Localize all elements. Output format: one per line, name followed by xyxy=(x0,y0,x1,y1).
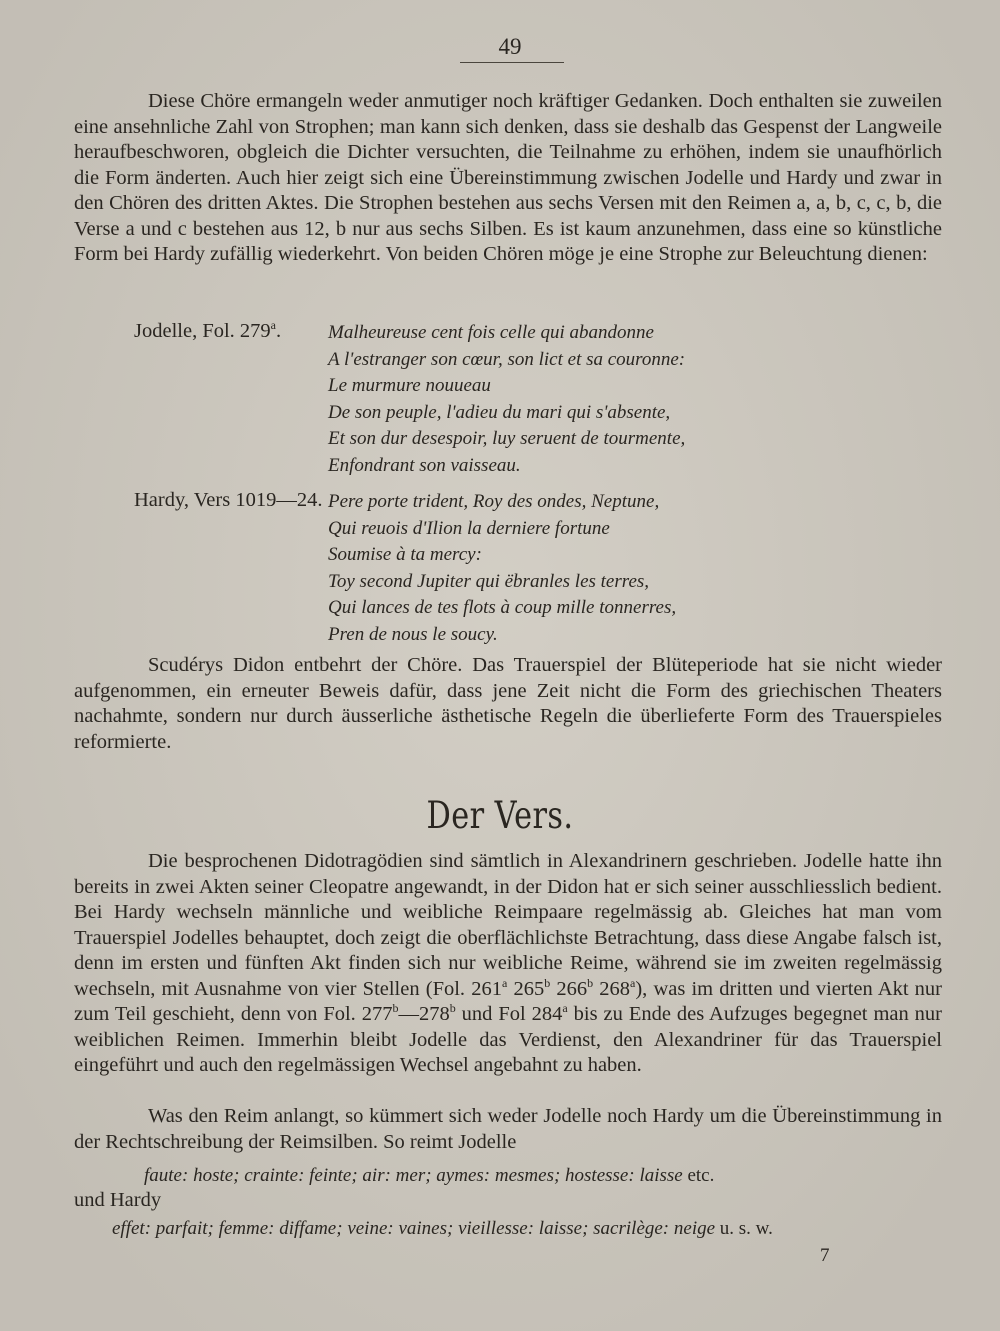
rhyme-list-jodelle xyxy=(144,1165,714,1187)
text-run: bis zu Ende des Aufzuges begegnet man nur weiblichen Reimen. Immerhin bleibt Jodelle das Verdienst, den Alexandriner für das Trauerspiel eingeführt und auch den regelmässigen Wechsel angebahnt zu haben. xyxy=(74,1003,943,1076)
verse-line: Pere porte trident, Roy des ondes, Neptune, xyxy=(328,491,660,512)
verse-lines-hardy xyxy=(328,489,928,648)
section-heading: Der Vers. xyxy=(426,794,574,837)
paragraph-choruses: Diese Chöre ermangeln weder anmutiger noch kräftiger Gedanken. Doch enthalten sie zuweilen eine ansehnliche Zahl von Strophen; man kann sich denken, dass sie deshalb das Gespenst der Langweile heraufbeschworen, obgleich die Dichter versuchten, die Teilnahme zu erhöhen, indem sie unaufhörlich die Form änderten. Auch hier zeigt sich eine Übereinstimmung zwischen Jodelle und Hardy und zwar in den Chören des dritten Aktes. Die Strophen bestehen aus sechs Versen mit den Reimen a, a, b, c, c, b, die Verse a und c bestehen aus 12, b nur aus sechs Silben. Es ist kaum anzunehmen, dass eine so künstliche Form bei Hardy zufällig wiederkehrt. Von beiden Chören möge je eine Strophe zur Beleuchtung dienen: xyxy=(74,90,942,265)
rhyme-list-hardy-tail: u. s. w. xyxy=(715,1218,773,1239)
verse-source-jodelle xyxy=(134,320,281,343)
page-number-rule xyxy=(460,62,564,63)
verse-lines-jodelle xyxy=(328,320,928,479)
verse-line: Le murmure nouueau xyxy=(328,375,491,396)
text-run: Die besprochenen Didotragödien sind sämtlich in Alexandrinern geschrieben. Jodelle hatte ihn bereits in zwei Akten seiner Cleopatre angewandt, in der Didon hat er sich seiner ausschliesslich bedient. Bei Hardy wechseln männliche und weibliche Reimpaare regelmässig ab. Gleiches hat man vom Trauerspiel Jodelles behauptet, doch zeigt die oberflächlichste Betrachtung, dass diese Angabe falsch ist, denn im ersten und fünften Akt finden sich nur weibliche Reime, während sie im zweiten regelmässig wechseln, mit Ausnahme von vier Stellen (Fol. 261 xyxy=(74,850,942,1000)
verse-line: Qui reuois d'Ilion la derniere fortune xyxy=(328,517,610,539)
verse-line: Pren de nous le soucy. xyxy=(328,623,498,645)
text-run: —278 xyxy=(398,1003,450,1025)
page-number: 49 xyxy=(498,34,522,59)
text-run: 265 xyxy=(507,977,545,1000)
verse-source-hardy: Hardy, Vers 1019—24. xyxy=(134,489,323,511)
superscript: b xyxy=(587,975,594,990)
paragraph-rhyme: Was den Reim anlangt, so kümmert sich weder Jodelle noch Hardy um die Übereinstimmung in der Rechtschreibung der Reimsilben. So reimt Jodelle xyxy=(74,1105,942,1153)
superscript: a xyxy=(562,1001,568,1016)
verse-line: Soumise à ta mercy: xyxy=(328,544,482,565)
text-run: ), was im dritten und vierten Akt nur zum Teil geschieht, denn von Fol. 277 xyxy=(74,977,943,1025)
verse-line: A l'estranger son cœur, son lict et sa couronne: xyxy=(328,348,686,370)
rhyme-list-jodelle-tail: etc. xyxy=(682,1165,715,1186)
verse-line: De son peuple, l'adieu du mari qui s'absente, xyxy=(328,401,671,423)
verse-line: Toy second Jupiter qui ëbranles les terres, xyxy=(328,570,650,592)
text-run: 266 xyxy=(550,977,588,1000)
und-hardy-label: und Hardy xyxy=(74,1189,162,1211)
verse-line: Malheureuse cent fois celle qui abandonne xyxy=(328,322,654,343)
text-run: 268 xyxy=(593,977,631,1000)
paragraph-scudery: Scudérys Didon entbehrt der Chöre. Das Trauerspiel der Blüteperiode hat sie nicht wieder aufgenommen, ein erneuter Beweis dafür, dass jene Zeit nicht die Form des griechischen Theaters nachahmte, sondern nur durch äusserliche ästhetische Regeln die überlieferte Form des Trauerspieles reformierte. xyxy=(74,654,942,753)
superscript: b xyxy=(544,975,551,990)
signature-mark: 7 xyxy=(820,1245,830,1266)
verse-line: Et son dur desespoir, luy seruent de tourmente, xyxy=(328,428,686,449)
rhyme-list-hardy xyxy=(112,1218,773,1240)
superscript: b xyxy=(392,1001,399,1016)
verse-source-jodelle-end: . xyxy=(276,320,282,342)
rhyme-list-hardy-italic: effet: parfait; femme: diffame; veine: vaines; vieillesse: laisse; sacrilège: neige xyxy=(112,1218,716,1239)
verse-source-jodelle-main: Jodelle, Fol. 279 xyxy=(134,320,271,342)
verse-line: Enfondrant son vaisseau. xyxy=(328,454,521,476)
text-run: und Fol 284 xyxy=(455,1003,563,1025)
superscript: a xyxy=(630,975,636,990)
paragraph-alexandrine xyxy=(74,849,942,1079)
superscript: a xyxy=(501,975,508,990)
rhyme-list-jodelle-italic: faute: hoste; crainte: feinte; air: mer; aymes: mesmes; hostesse: laisse xyxy=(144,1165,683,1186)
superscript: b xyxy=(449,1001,456,1016)
verse-line: Qui lances de tes flots à coup mille tonnerres, xyxy=(328,597,677,618)
verse-source-jodelle-sup: a xyxy=(270,318,276,333)
